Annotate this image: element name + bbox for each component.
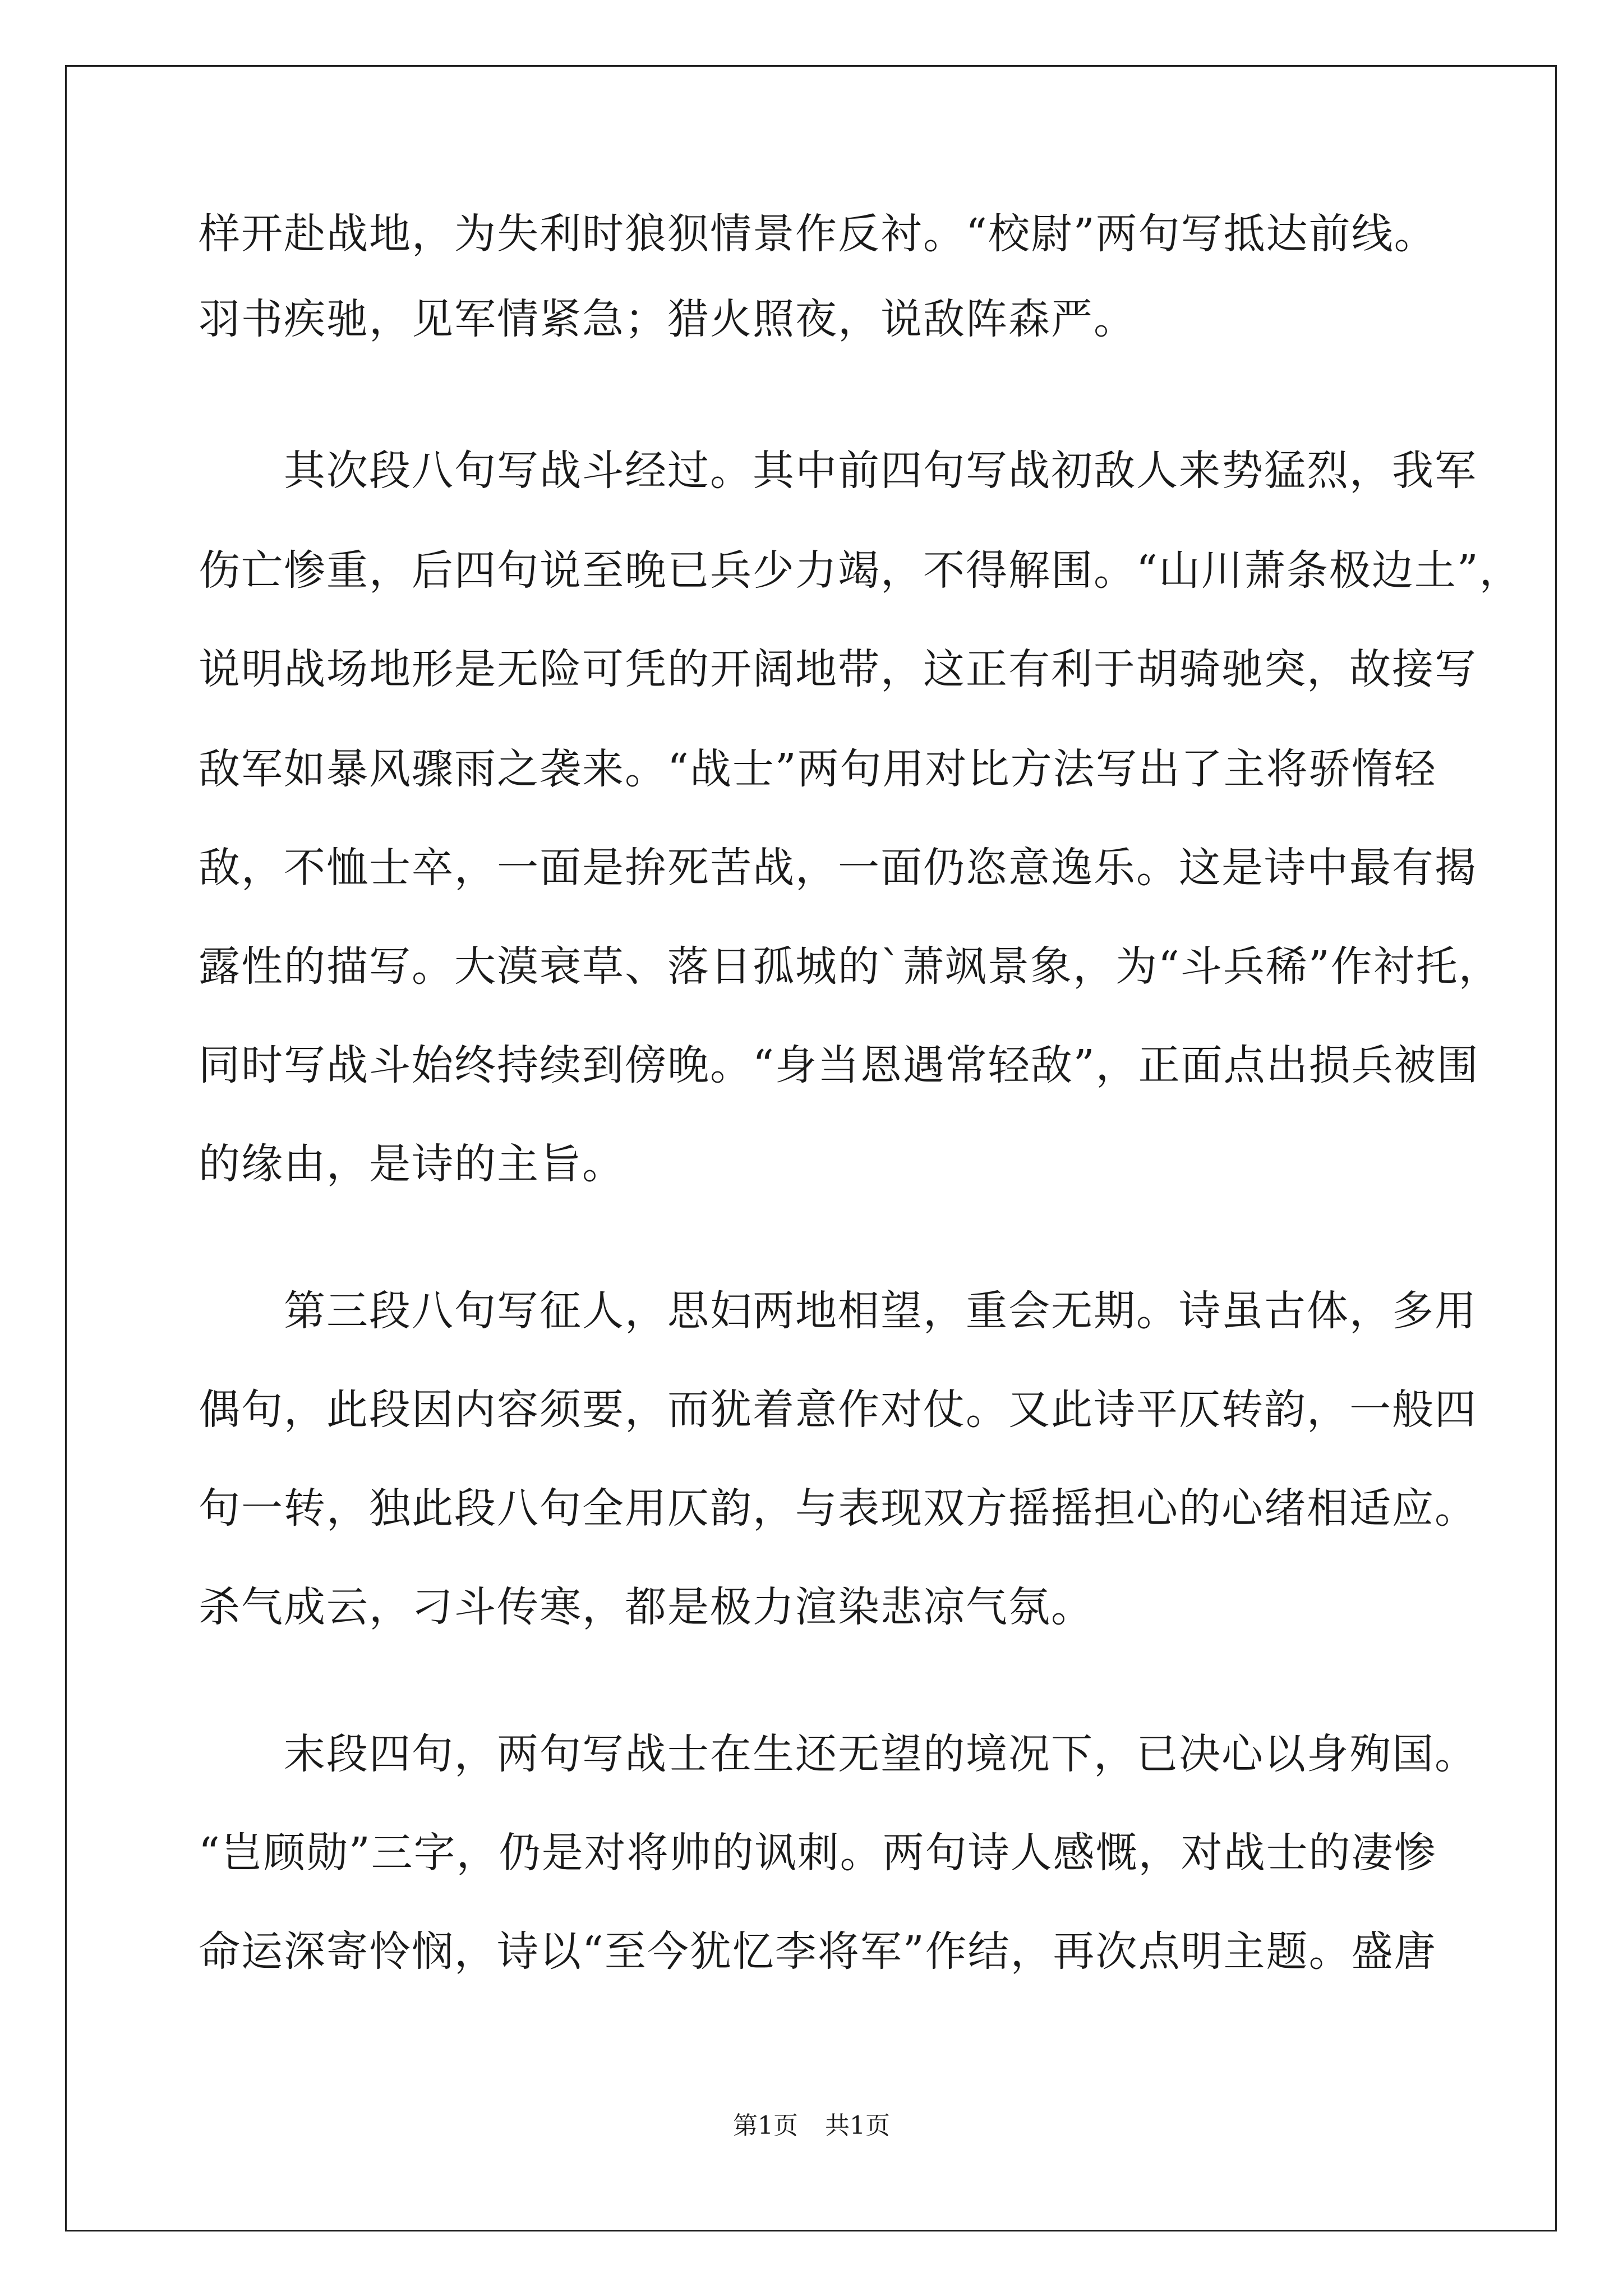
text-line: 说明战场地形是无险可凭的开阔地带，这正有利于胡骑驰突，故接写 [199,645,1477,693]
text-line: 同时写战斗始终持续到傍晚。“身当恩遇常轻敌”，正面点出损兵被围 [199,1041,1479,1089]
text-line: 第三段八句写征人，思妇两地相望，重会无期。诗虽古体，多用 [199,1287,1477,1335]
text-line: 羽书疾驰，见军情紧急；猎火照夜，说敌阵森严。 [199,295,1136,343]
text-line: 敌，不恤士卒，一面是拚死苦战，一面仍恣意逸乐。这是诗中最有揭 [199,844,1477,892]
text-line: 伤亡惨重，后四句说至晚已兵少力竭，不得解围。“山川萧条极边土”， [199,546,1522,595]
text-line: 的缘由，是诗的主旨。 [199,1140,625,1188]
text-line: 其次段八句写战斗经过。其中前四句写战初敌人来势猛烈，我军 [199,447,1477,495]
page-number: 第1页 [733,2111,798,2140]
text-line: 末段四句，两句写战士在生还无望的境况下，已决心以身殉国。 [199,1730,1477,1778]
page-footer [0,2111,1623,2140]
text-line: 露性的描写。大漠衰草、落日孤城的`萧飒景象，为“斗兵稀”作衬托， [199,942,1501,991]
text-line: 杀气成云，刁斗传寒，都是极力渲染悲凉气氛。 [199,1583,1094,1631]
text-line: “岂顾勋”三字，仍是对将帅的讽刺。两句诗人感慨，对战士的凄惨 [199,1829,1437,1877]
page-total: 共1页 [825,2111,890,2140]
text-line: 敌军如暴风骤雨之袭来。“战士”两句用对比方法写出了主将骄惰轻 [199,745,1437,793]
text-line: 命运深寄怜悯，诗以“至今犹忆李将军”作结，再次点明主题。盛唐 [199,1927,1437,1976]
text-line: 句一转，独此段八句全用仄韵，与表现双方摇摇担心的心绪相适应。 [199,1484,1477,1533]
text-line: 偶句，此段因内容须要，而犹着意作对仗。又此诗平仄转韵，一般四 [199,1386,1477,1434]
text-line: 样开赴战地，为失利时狼狈情景作反衬。“校尉”两句写抵达前线。 [199,210,1437,258]
